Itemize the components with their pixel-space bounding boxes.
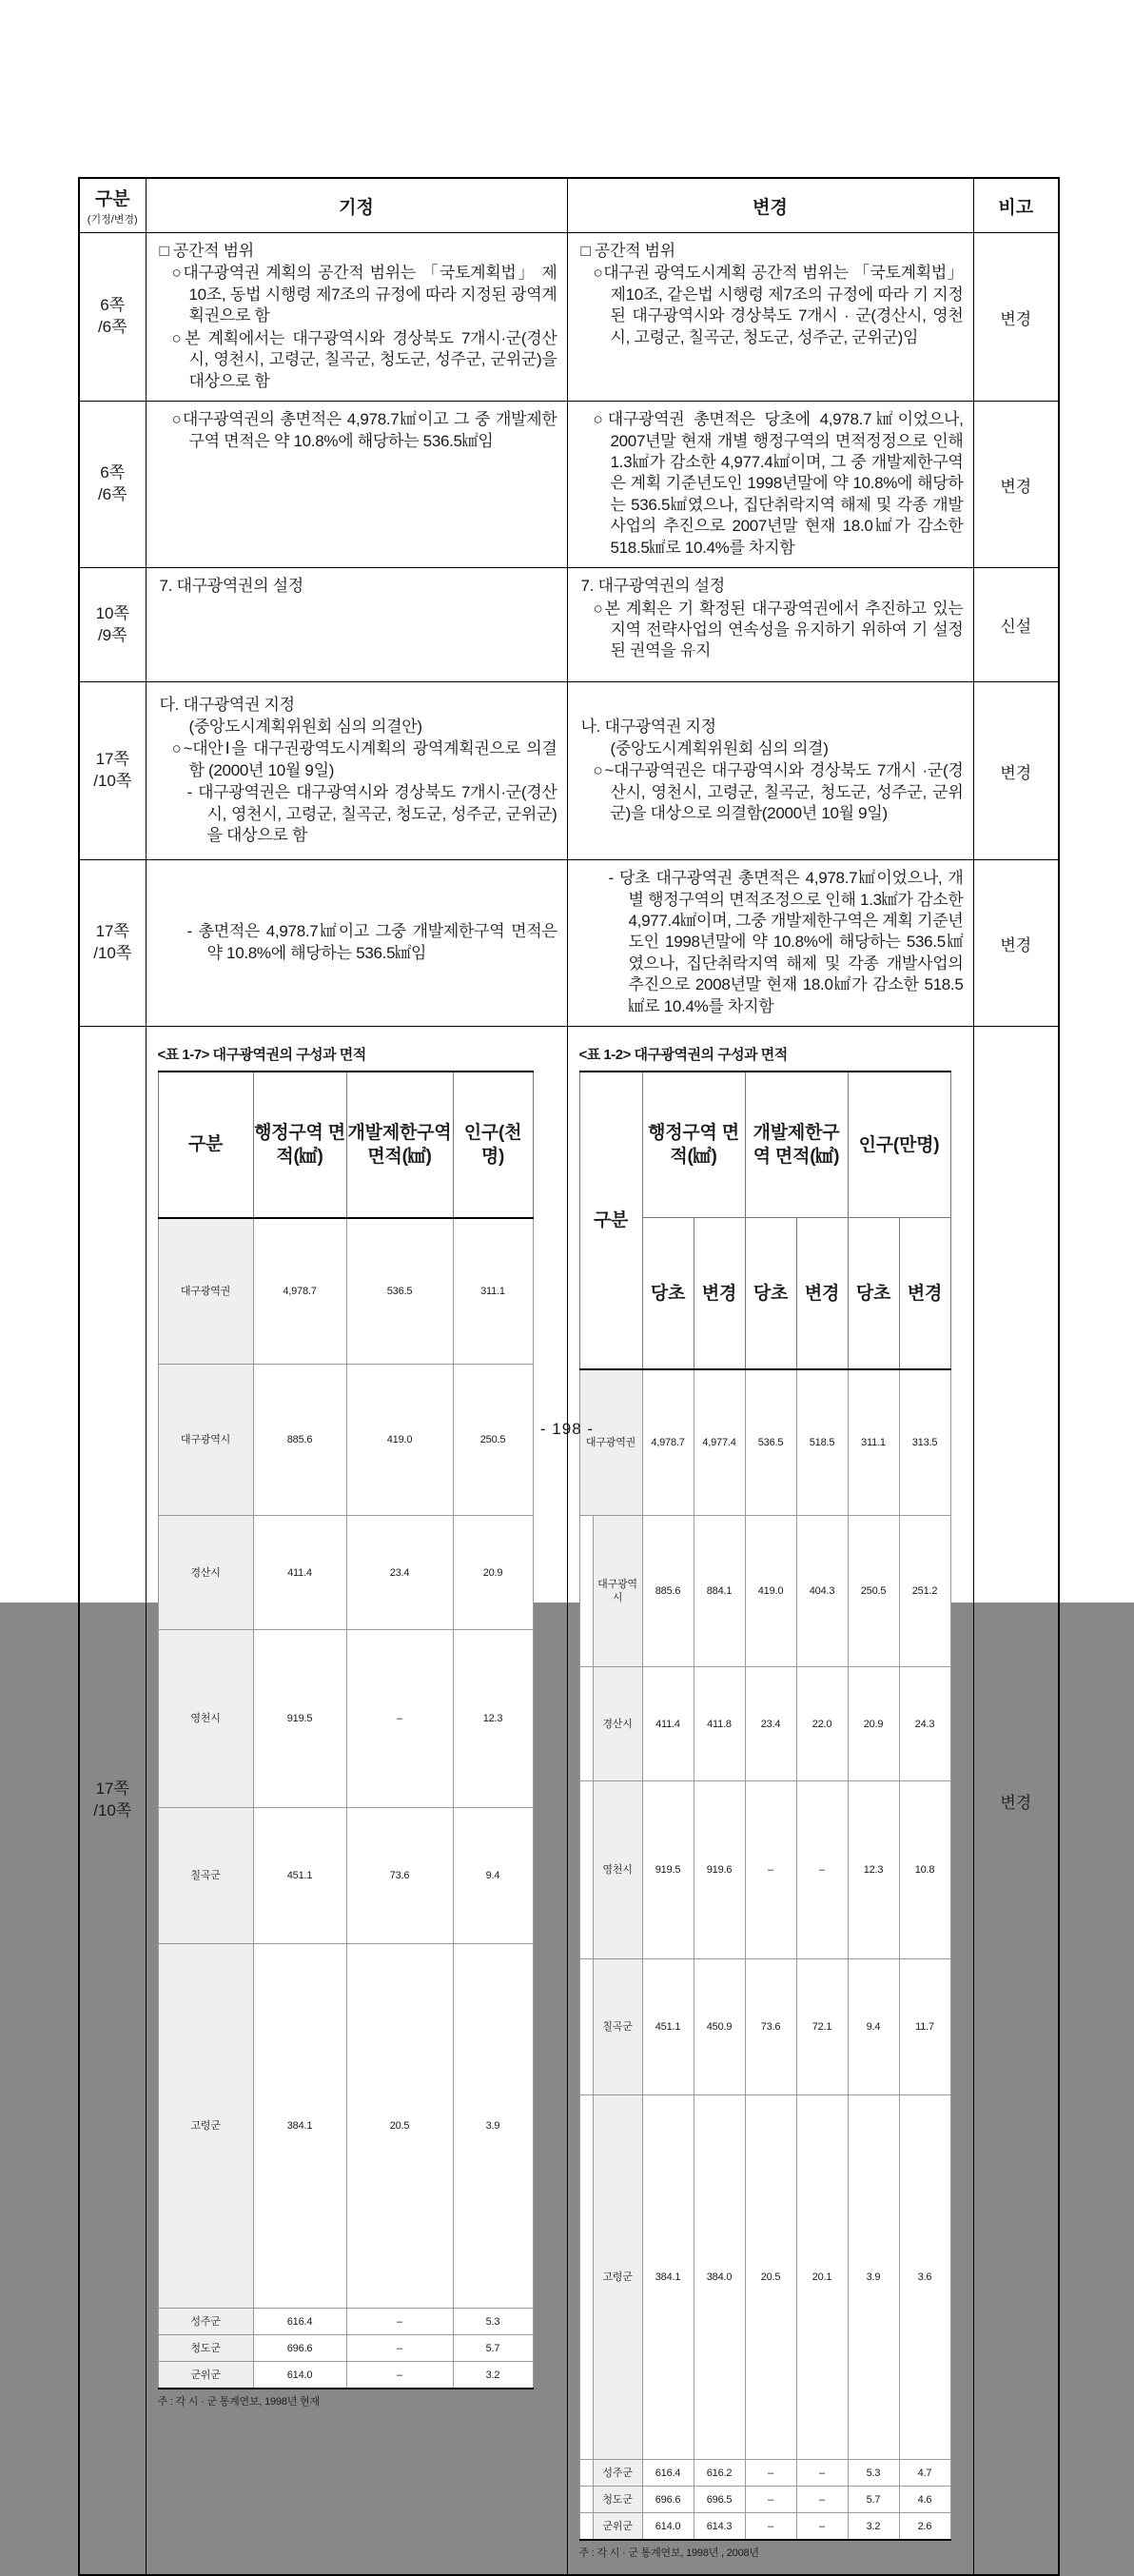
mini-table-row [579,1369,950,1516]
remark-cell: 변경 [973,402,1059,568]
value-cell: 5.3 [848,2460,899,2487]
page-ref-cell [79,1027,146,2575]
region-label-cell: 경산시 [579,1667,642,1781]
value-cell: 536.5 [745,1369,796,1516]
region-label-cell: 고령군 [579,2095,642,2460]
mini-header-cell: 행정구역 면적(㎢) [642,1072,745,1218]
value-cell: 250.5 [848,1516,899,1667]
value-cell: 614.0 [253,2362,346,2389]
byeongyeong-content-cell [567,682,973,860]
region-label-cell: 대구광역시 [158,1365,253,1516]
byeongyeong-content-cell [567,233,973,402]
text-line: ○대구광역권 총면적은 당초에 4,978.7㎢이었으나, 2007년말 현재 개별 행정구역의 면적정정으로 인해 1.3㎢가 감소한 4,977.4㎢이며, 그 중 개발제한구역은 계획 기준년도인 1998년말에 약 10.8%에 해당하는 536.5㎢였으나, 집단취락지역 해제 및 각종 개발사업의 추진으로 2007년말 현재 18.0㎢가 감소한 518.5㎢로 10.4%를 차지함 [593,410,964,557]
value-cell: 4,978.7 [253,1218,346,1365]
value-cell: 10.8 [899,1781,950,1959]
page-ref-cell [79,568,146,682]
column-header-gubun-subtitle: (기정/변경) [87,214,138,226]
page-ref-line: 17쪽 [95,750,129,769]
region-label-cell: 청도군 [579,2487,642,2513]
region-label-cell: 대구광역권 [158,1218,253,1365]
value-cell: 411.4 [642,1667,694,1781]
value-cell: – [745,1781,796,1959]
text-line: - 대구광역권은 대구광역시와 경상북도 7개시·군(경산시, 영천시, 고령군, 칠곡군, 청도군, 성주군, 군위군)을 대상으로 함 [186,783,557,845]
mini-table-row [158,2362,533,2389]
value-cell: 9.4 [848,1959,899,2095]
value-cell: 12.3 [453,1630,533,1808]
page-ref-line: /6쪽 [97,485,127,504]
region-label-cell: 경산시 [158,1516,253,1630]
value-cell: 411.8 [694,1667,745,1781]
value-cell: 616.4 [642,2460,694,2487]
value-cell: 251.2 [899,1516,950,1667]
mini-table-title: <표 1-7> 대구광역권의 구성과 면적 [157,1047,366,1064]
page-ref-line: 10쪽 [95,603,129,622]
page-ref-line: 17쪽 [95,1780,129,1799]
value-cell: 20.1 [796,2095,848,2460]
column-header-byeongyeong: 변경 [567,178,973,233]
mini-table-row [579,1781,950,1959]
mini-table-grid [579,1071,951,2542]
value-cell: 518.5 [796,1369,848,1516]
mini-subheader-cell: 변경 [796,1218,848,1369]
value-cell: – [346,2309,453,2335]
mini-header-cell: 개발제한구역 면적(㎢) [745,1072,848,1218]
value-cell: 73.6 [346,1808,453,1944]
value-cell: 4,978.7 [642,1369,694,1516]
remark-cell: 변경 [973,860,1059,1027]
value-cell: 616.2 [694,2460,745,2487]
text-line: (중앙도시계획위원회 심의 의결) [610,738,829,757]
mini-table-row [579,2095,950,2460]
value-cell: 451.1 [253,1808,346,1944]
mini-table-row [579,1516,950,1667]
value-cell: 4.7 [899,2460,950,2487]
table-body [79,233,1059,2576]
page-ref-cell [79,233,146,402]
mini-table-row [579,2487,950,2513]
mini-subheader-cell: 당초 [642,1218,694,1369]
region-label-cell: 군위군 [579,2513,642,2541]
column-header-gubun [79,178,146,233]
value-cell: 450.9 [694,1959,745,2095]
text-line: ○본 계획에서는 대구광역시와 경상북도 7개시·군(경산시, 영천시, 고령군, 칠곡군, 청도군, 성주군, 군위군)을 대상으로 함 [171,328,557,390]
mini-table [579,1046,964,2561]
column-header-gubun-title: 구분 [94,189,130,209]
value-cell: – [796,2460,848,2487]
value-cell: 384.1 [253,1944,346,2309]
value-cell: 23.4 [745,1667,796,1781]
page-ref-line: 6쪽 [100,296,126,315]
value-cell: – [796,2513,848,2541]
value-cell: 311.1 [453,1218,533,1365]
revision-row [79,233,1059,402]
value-cell: 313.5 [899,1369,950,1516]
mini-subheader-cell: 변경 [899,1218,950,1369]
revision-comparison-table [78,177,1060,2576]
mini-table-note: 주 : 각 시 · 군 통계연보, 1998년 , 2008년 [578,2547,759,2560]
value-cell: – [346,2362,453,2389]
region-label-cell: 대구광역권 [579,1369,642,1516]
revision-row [79,402,1059,568]
region-label-cell: 칠곡군 [158,1808,253,1944]
mini-table-row [579,1959,950,2095]
mini-table-row [579,2513,950,2541]
column-header-gijeong: 기정 [146,178,567,233]
mini-header-cell: 인구(천명) [453,1072,533,1218]
revision-row [79,568,1059,682]
value-cell: 696.5 [694,2487,745,2513]
column-header-bigo: 비고 [973,178,1059,233]
value-cell: – [346,1630,453,1808]
mini-table-row [579,1667,950,1781]
page-ref-cell [79,860,146,1027]
page-ref-line: /10쪽 [93,772,132,791]
text-line: 7. 대구광역권의 설정 [159,577,303,596]
value-cell: 311.1 [848,1369,899,1516]
value-cell: 20.5 [346,1944,453,2309]
mini-table-note: 주 : 각 시 · 군 통계연보, 1998년 현재 [157,2396,320,2409]
value-cell: 23.4 [346,1516,453,1630]
text-line: 나. 대구광역권 지정 [580,717,716,736]
mini-table-title: <표 1-2> 대구광역권의 구성과 면적 [578,1047,788,1064]
text-line: 다. 대구광역권 지정 [159,695,295,714]
value-cell: 5.3 [453,2309,533,2335]
revision-row [79,682,1059,860]
value-cell: – [346,2335,453,2362]
region-label-cell: 영천시 [158,1630,253,1808]
revision-row [79,860,1059,1027]
mini-header-cell: 행정구역 면적(㎢) [253,1072,346,1218]
text-line: ○대구광역권의 총면적은 4,978.7㎢이고 그 중 개발제한구역 면적은 약 10.8%에 해당하는 536.5㎢임 [171,410,557,450]
region-label-cell: 성주군 [158,2309,253,2335]
byeongyeong-content-cell [567,402,973,568]
value-cell: – [745,2460,796,2487]
region-label-cell: 고령군 [158,1944,253,2309]
mini-table-row [158,1365,533,1516]
page-ref-line: /9쪽 [97,625,127,644]
text-line: ○대구광역권 계획의 공간적 범위는 「국토계획법」 제10조, 동법 시행령 제7조의 규정에 따라 지정된 광역계획권으로 함 [171,264,557,325]
remark-cell: 변경 [973,1027,1059,2575]
gijeong-content-cell [146,1027,567,2575]
value-cell: 9.4 [453,1808,533,1944]
mini-table-row [158,2309,533,2335]
mini-table-grid [158,1071,534,2390]
revision-row [79,1027,1059,2575]
page-ref-line: /10쪽 [93,944,132,963]
region-label-cell: 군위군 [158,2362,253,2389]
mini-table-row [158,1944,533,2309]
region-label-cell: 청도군 [158,2335,253,2362]
byeongyeong-content-cell [567,860,973,1027]
value-cell: 3.2 [848,2513,899,2541]
value-cell: 3.2 [453,2362,533,2389]
gijeong-content-cell [146,402,567,568]
mini-table-row [158,1630,533,1808]
value-cell: 22.0 [796,1667,848,1781]
mini-header-cell: 개발제한구역 면적(㎢) [346,1072,453,1218]
mini-header-cell: 구분 [579,1072,642,1369]
value-cell: 884.1 [694,1516,745,1667]
value-cell: 4.6 [899,2487,950,2513]
gijeong-content-cell [146,682,567,860]
mini-table [158,1046,557,2409]
mini-table-row [158,2335,533,2362]
mini-table-header [158,1072,533,1218]
page-ref-line: 6쪽 [100,463,126,482]
value-cell: – [796,1781,848,1959]
value-cell: – [796,2487,848,2513]
text-line: ○대구권 광역도시계획 공간적 범위는 「국토계획법」 제10조, 같은법 시행령 제7조의 규정에 따라 기 지정된 대구광역시와 경상북도 7개시 · 군(경산시, 영천시, 고령군, 칠곡군, 청도군, 성주군, 군위군)임 [593,264,964,346]
value-cell: 20.9 [453,1516,533,1630]
mini-subheader-cell: 당초 [848,1218,899,1369]
value-cell: 20.5 [745,2095,796,2460]
value-cell: 451.1 [642,1959,694,2095]
text-line: □ 공간적 범위 [580,242,675,260]
table-header-row [79,178,1059,233]
value-cell: 5.7 [453,2335,533,2362]
gijeong-content-cell [146,568,567,682]
value-cell: 3.6 [899,2095,950,2460]
mini-header-cell: 구분 [158,1072,253,1218]
page-ref-line: /6쪽 [97,318,127,337]
value-cell: 4,977.4 [694,1369,745,1516]
value-cell: 3.9 [453,1944,533,2309]
value-cell: 2.6 [899,2513,950,2541]
value-cell: 384.0 [694,2095,745,2460]
value-cell: 24.3 [899,1667,950,1781]
page-number: - 198 - [539,1420,595,1438]
gijeong-content-cell [146,860,567,1027]
value-cell: 696.6 [642,2487,694,2513]
value-cell: 72.1 [796,1959,848,2095]
value-cell: 614.0 [642,2513,694,2541]
value-cell: 404.3 [796,1516,848,1667]
value-cell: 419.0 [346,1365,453,1516]
text-line: ○~대안Ⅰ을 대구권광역도시계획의 광역계획권으로 의결함 (2000년 10월 9일) [171,739,557,779]
text-line: ○~대구광역권은 대구광역시와 경상북도 7개시 ·군(경산시, 영천시, 고령군, 칠곡군, 청도군, 성주군, 군위군)을 대상으로 의결함(2000년 10월 9일) [593,761,964,823]
region-label-cell: 대구광역시 [579,1516,642,1667]
page-ref-line: /10쪽 [93,1801,132,1820]
page-ref-cell [79,402,146,568]
mini-header-cell: 인구(만명) [848,1072,950,1218]
value-cell: 919.6 [694,1781,745,1959]
text-line: □ 공간적 범위 [159,242,254,260]
page-ref-line: 17쪽 [95,922,129,941]
value-cell: – [745,2513,796,2541]
byeongyeong-content-cell [567,568,973,682]
mini-table-header [579,1072,950,1369]
page-ref-cell [79,682,146,860]
value-cell: 536.5 [346,1218,453,1365]
value-cell: 419.0 [745,1516,796,1667]
remark-cell: 신설 [973,568,1059,682]
text-line: - 총면적은 4,978.7㎢이고 그중 개발제한구역 면적은 약 10.8%에 해당하는 536.5㎢임 [186,922,557,962]
value-cell: 616.4 [253,2309,346,2335]
region-label-cell: 칠곡군 [579,1959,642,2095]
value-cell: – [745,2487,796,2513]
value-cell: 73.6 [745,1959,796,2095]
value-cell: 11.7 [899,1959,950,2095]
mini-subheader-cell: 변경 [694,1218,745,1369]
value-cell: 885.6 [642,1516,694,1667]
text-line: 7. 대구광역권의 설정 [580,577,725,596]
mini-table-row [158,1808,533,1944]
value-cell: 919.5 [253,1630,346,1808]
value-cell: 12.3 [848,1781,899,1959]
value-cell: 250.5 [453,1365,533,1516]
value-cell: 20.9 [848,1667,899,1781]
mini-subheader-cell: 당초 [745,1218,796,1369]
text-line: (중앙도시계획위원회 심의 의결안) [188,718,422,737]
text-line: - 당초 대구광역권 총면적은 4,978.7㎢이었으나, 개별 행정구역의 면적조정으로 인해 1.3㎢가 감소한 4,977.4㎢이며, 그중 개발제한구역은 계획 기준년도인 1998년말에 약 10.8%에 해당하는 536.5㎢였으나, 집단취락지역 해제 및 각종 개발사업의 추진으로 2008년말 현재 18.0㎢가 감소한 518.5㎢로 10.4%를 차지함 [608,869,964,1015]
value-cell: 384.1 [642,2095,694,2460]
value-cell: 919.5 [642,1781,694,1959]
value-cell: 696.6 [253,2335,346,2362]
gijeong-content-cell [146,233,567,402]
byeongyeong-content-cell [567,1027,973,2575]
mini-table-row [158,1218,533,1365]
mini-table-row [579,2460,950,2487]
value-cell: 5.7 [848,2487,899,2513]
value-cell: 411.4 [253,1516,346,1630]
region-label-cell: 성주군 [579,2460,642,2487]
remark-cell: 변경 [973,233,1059,402]
text-line: ○본 계획은 기 확정된 대구광역권에서 추진하고 있는 지역 전략사업의 연속성을 유지하기 위하여 기 설정된 권역을 유지 [593,599,964,660]
value-cell: 885.6 [253,1365,346,1516]
value-cell: 3.9 [848,2095,899,2460]
remark-cell: 변경 [973,682,1059,860]
value-cell: 614.3 [694,2513,745,2541]
mini-table-row [158,1516,533,1630]
region-label-cell: 영천시 [579,1781,642,1959]
